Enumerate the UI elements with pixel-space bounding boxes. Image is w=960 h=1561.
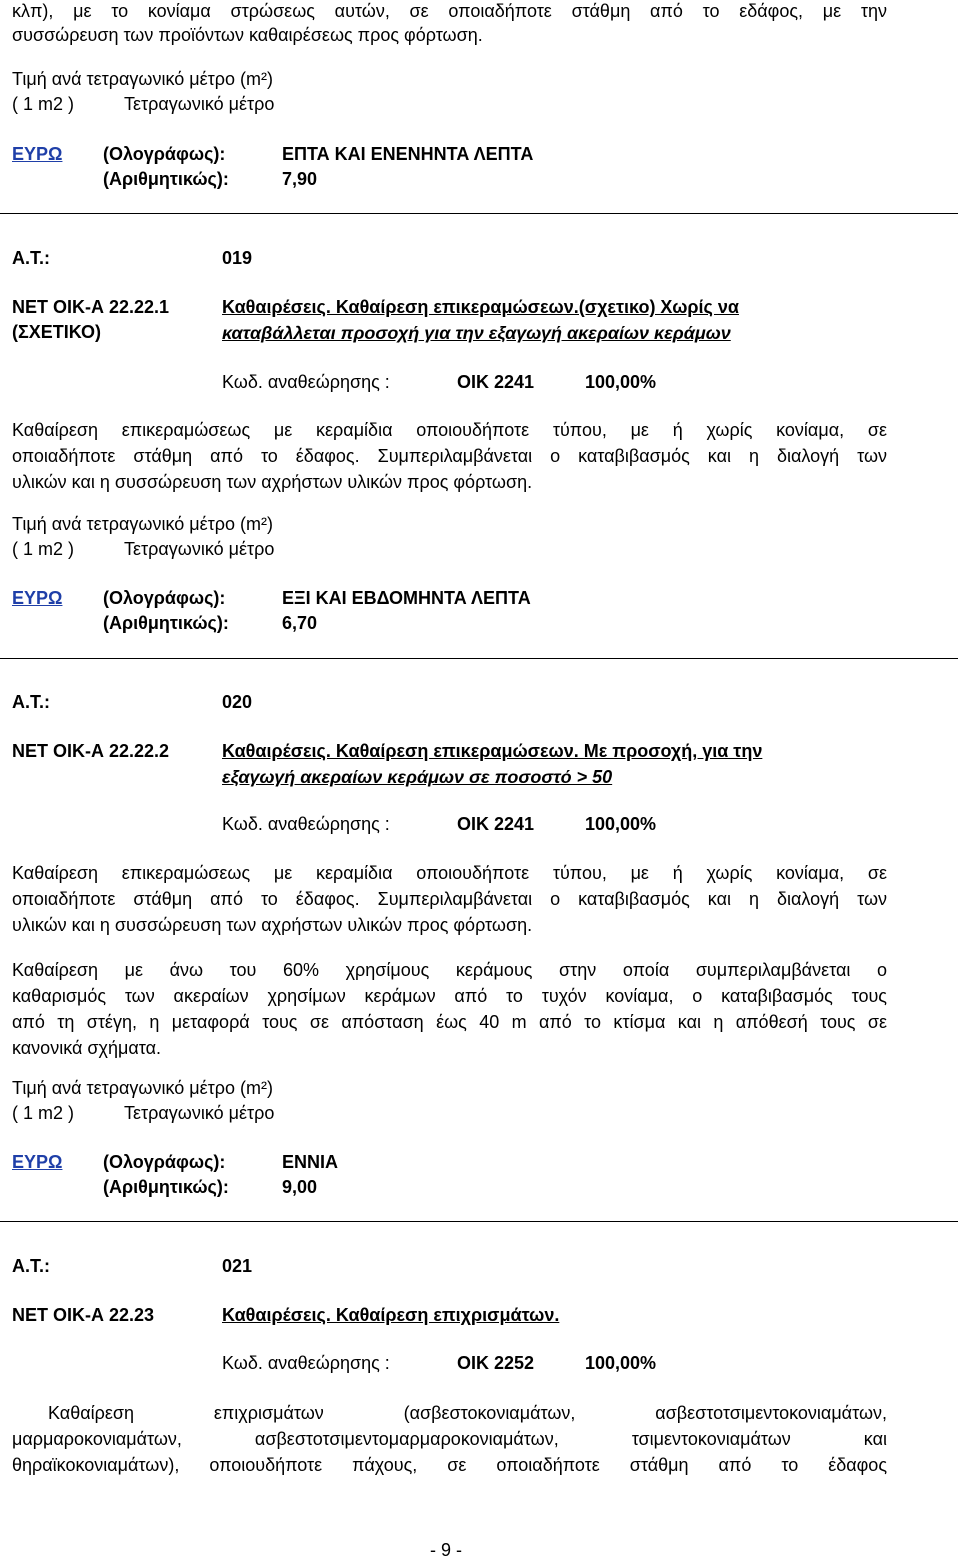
item-020-unit-name: Τετραγωνικό μέτρο — [124, 1103, 275, 1123]
item-019-number-label: (Αριθμητικώς): — [103, 613, 229, 633]
item-020-title — [222, 740, 762, 792]
item-021-desc-line: θηραϊκοκονιαμάτων), οποιουδήποτε πάχους, σε οποιαδήποτε στάθμη από το έδαφος — [12, 1455, 887, 1475]
item-019-words-label: (Ολογράφως): — [103, 588, 226, 608]
item-019-title-line-2: καταβάλλεται προσοχή για την εξαγωγή ακεραίων κεράμων — [222, 323, 731, 343]
item-020-description — [12, 860, 887, 938]
item-020-extra-line: από τη στέγη, η μεταφορά τους σε απόσταση έως 40 m από το κτίσμα και η απόθεσή τους σε — [12, 1012, 887, 1032]
intro-text-line-1: κλπ), με το κονίαμα στρώσεως αυτών, σε οποιαδήποτε στάθμη από το εδάφος, με την — [12, 1, 887, 21]
item-019-unit-line: Τιμή ανά τετραγωνικό μέτρο (m²) — [12, 514, 273, 534]
item-020-unit-line: Τιμή ανά τετραγωνικό μέτρο (m²) — [12, 1078, 273, 1098]
item-021-desc-line: μαρμαροκονιαμάτων, ασβεστοτσιμεντομαρμαροκονιαμάτων, τσιμεντοκονιαμάτων και — [12, 1429, 887, 1449]
item-019-unit-code: ( 1 m2 ) — [12, 539, 75, 559]
item-020-number-label: (Αριθμητικώς): — [103, 1177, 229, 1197]
item-021-description — [12, 1426, 887, 1478]
item-019-number-value: 6,70 — [282, 613, 318, 633]
item-020-desc-line: Καθαίρεση επικεραμώσεως με κεραμίδια οποιουδήποτε τύπου, με ή χωρίς κονίαμα, σε — [12, 863, 887, 883]
intro-words-value: ΕΠΤΑ ΚΑΙ ΕΝΕΝΗΝΤΑ ΛΕΠΤΑ — [282, 144, 534, 164]
divider — [0, 213, 958, 214]
item-019-code-line-2: (ΣΧΕΤΙΚΟ) — [12, 322, 101, 342]
item-019-title-line-1: Καθαιρέσεις. Καθαίρεση επικεραμώσεων.(σχετικο) Χωρίς να — [222, 297, 739, 317]
item-020-extra-line: καθαρισμός των ακεραίων χρησίμων κεράμων από το τυχόν κονίαμα, ο καταβιβασμός τους — [12, 986, 887, 1006]
divider — [0, 1221, 958, 1222]
item-019-rev-code: ΟΙΚ 2241 — [457, 372, 535, 392]
page-number: - 9 - — [430, 1540, 463, 1560]
item-019-at-label: Α.Τ.: — [12, 248, 51, 268]
item-019-words-value: ΕΞΙ ΚΑΙ ΕΒΔΟΜΗΝΤΑ ΛΕΠΤΑ — [282, 588, 531, 608]
intro-unit-name: Τετραγωνικό μέτρο — [124, 94, 275, 114]
intro-currency: ΕΥΡΩ — [12, 144, 63, 164]
item-020-number-value: 9,00 — [282, 1177, 318, 1197]
item-021-description-first — [48, 1400, 887, 1426]
item-019-desc-line: υλικών και η συσσώρευση των αχρήστων υλικών προς φόρτωση. — [12, 472, 533, 492]
item-020-extra-description — [12, 957, 887, 1061]
item-020-words-value: ΕΝΝΙΑ — [282, 1152, 339, 1172]
item-020-at-value: 020 — [222, 692, 253, 712]
item-019-at-value: 019 — [222, 248, 253, 268]
item-020-currency: ΕΥΡΩ — [12, 1152, 63, 1172]
item-019-description — [12, 417, 887, 495]
intro-text-line-2: συσσώρευση των προϊόντων καθαιρέσεως προς φόρτωση. — [12, 25, 483, 45]
item-020-title-line-2: εξαγωγή ακεραίων κεράμων σε ποσοστό > 50 — [222, 767, 613, 787]
item-021-title — [222, 1304, 559, 1330]
item-021-at-value: 021 — [222, 1256, 253, 1276]
item-020-desc-line: υλικών και η συσσώρευση των αχρήστων υλικών προς φόρτωση. — [12, 915, 533, 935]
item-020-extra-line: Καθαίρεση με άνω του 60% χρησίμους κεράμους στην οποία συμπεριλαμβάνεται ο — [12, 960, 887, 980]
item-021-desc-line: Καθαίρεση επιχρισμάτων (ασβεστοκονιαμάτων, ασβεστοτσιμεντοκονιαμάτων, — [48, 1403, 887, 1423]
item-021-rev-pct: 100,00% — [585, 1353, 657, 1373]
item-019-unit-name: Τετραγωνικό μέτρο — [124, 539, 275, 559]
item-021-at-label: Α.Τ.: — [12, 1256, 51, 1276]
item-019-desc-line: οποιαδήποτε στάθμη από το έδαφος. Συμπεριλαμβάνεται ο καταβιβασμός και η διαλογή των — [12, 446, 887, 466]
item-020-words-label: (Ολογράφως): — [103, 1152, 226, 1172]
item-020-unit-code: ( 1 m2 ) — [12, 1103, 75, 1123]
item-020-rev-label: Κωδ. αναθεώρησης : — [222, 814, 390, 834]
item-021-rev-code: ΟΙΚ 2252 — [457, 1353, 535, 1373]
item-019-title — [222, 296, 739, 348]
item-020-title-line-1: Καθαιρέσεις. Καθαίρεση επικεραμώσεων. Με προσοχή, για την — [222, 741, 763, 761]
item-019-rev-pct: 100,00% — [585, 372, 657, 392]
item-019-rev-label: Κωδ. αναθεώρησης : — [222, 372, 390, 392]
intro-number-value: 7,90 — [282, 169, 318, 189]
item-019-desc-line: Καθαίρεση επικεραμώσεως με κεραμίδια οποιουδήποτε τύπου, με ή χωρίς κονίαμα, σε — [12, 420, 887, 440]
item-021-code-line-1: ΝΕΤ ΟΙΚ-Α 22.23 — [12, 1305, 155, 1325]
item-021-title-line-1: Καθαιρέσεις. Καθαίρεση επιχρισμάτων. — [222, 1305, 560, 1325]
item-020-rev-code: ΟΙΚ 2241 — [457, 814, 535, 834]
intro-number-label: (Αριθμητικώς): — [103, 169, 229, 189]
intro-unit-code: ( 1 m2 ) — [12, 94, 75, 114]
item-020-rev-pct: 100,00% — [585, 814, 657, 834]
intro-unit-line: Τιμή ανά τετραγωνικό μέτρο (m²) — [12, 69, 273, 89]
item-020-code-line-1: ΝΕΤ ΟΙΚ-Α 22.22.2 — [12, 741, 170, 761]
item-020-extra-line: κανονικά σχήματα. — [12, 1038, 161, 1058]
item-019-code-line-1: ΝΕΤ ΟΙΚ-Α 22.22.1 — [12, 297, 170, 317]
item-020-desc-line: οποιαδήποτε στάθμη από το έδαφος. Συμπεριλαμβάνεται ο καταβιβασμός και η διαλογή των — [12, 889, 887, 909]
divider — [0, 658, 958, 659]
intro-words-label: (Ολογράφως): — [103, 144, 226, 164]
item-020-at-label: Α.Τ.: — [12, 692, 51, 712]
item-019-currency: ΕΥΡΩ — [12, 588, 63, 608]
item-021-rev-label: Κωδ. αναθεώρησης : — [222, 1353, 390, 1373]
